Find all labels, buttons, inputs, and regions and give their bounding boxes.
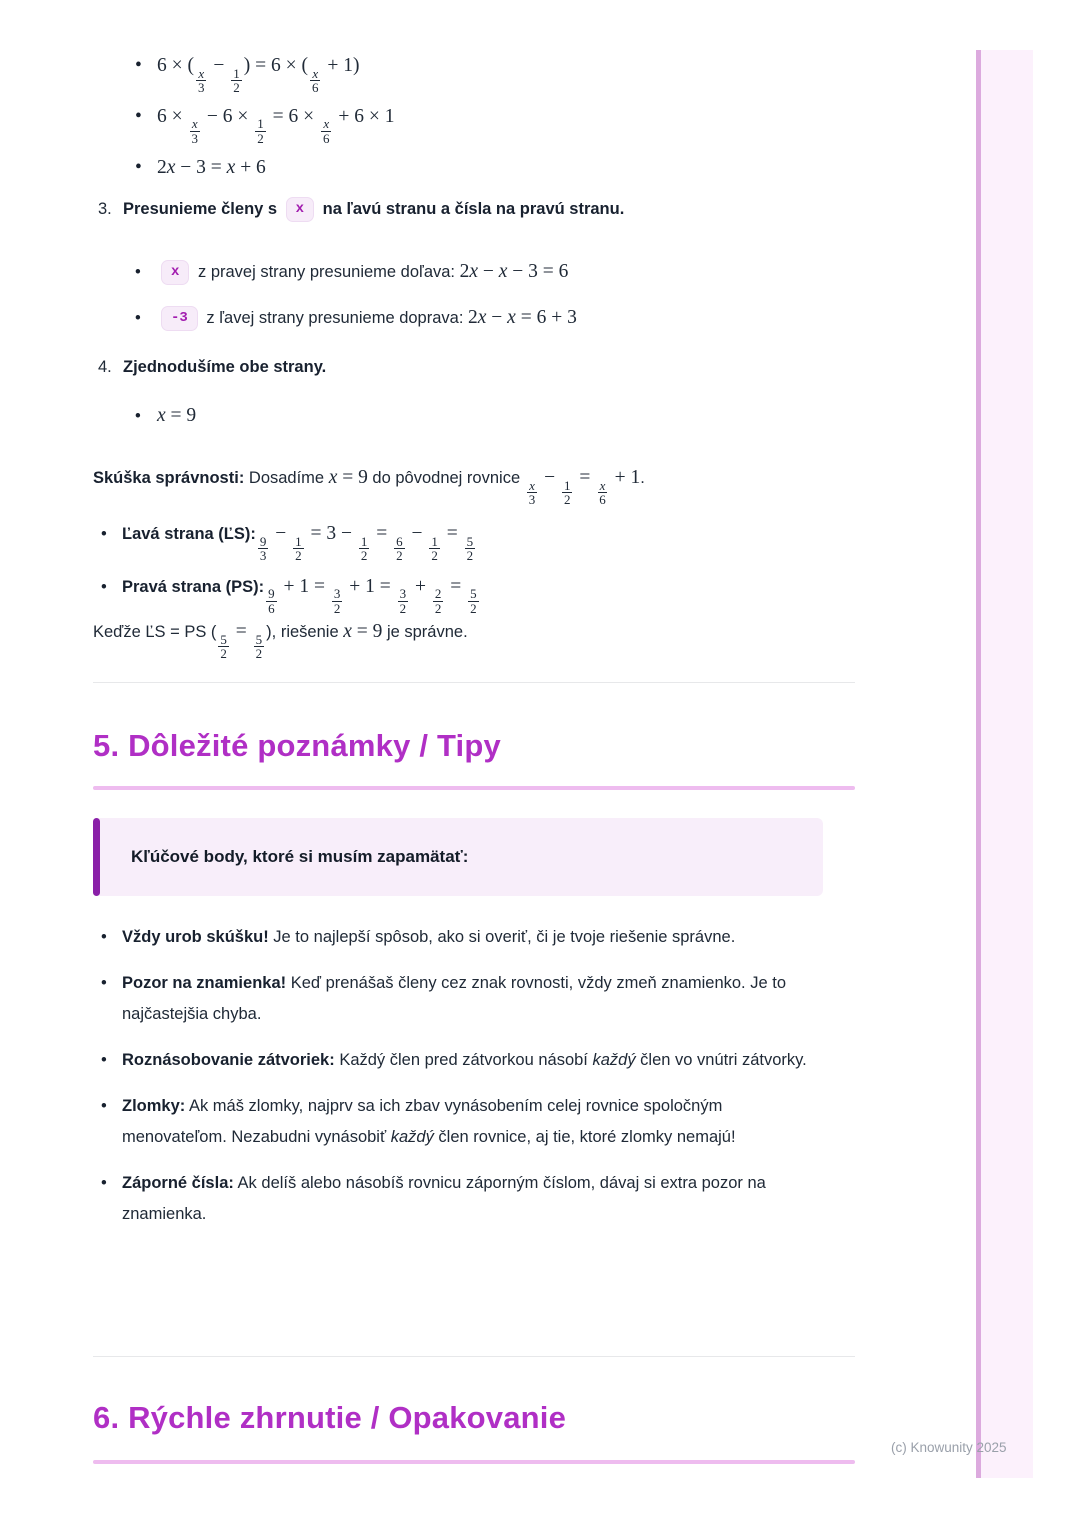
inline-code-token: x <box>161 260 189 285</box>
equation-line: • 6 × ( $\frac{x}{3}$ − $\frac{1}{2}$ ) = 6 × ( $\frac{x}{6}$ + 1) <box>93 44 395 95</box>
fraction: $\frac{x}{6}$ <box>323 116 330 146</box>
step-4-heading <box>93 354 823 380</box>
step-number: 4. <box>98 358 112 376</box>
tip-item: • Zlomky: Ak máš zlomky, najprv sa ich zbav vynásobením celej rovnice spoločným menovateľom. Nezabudni vynásobiť každý člen rovnice, aj tie, ktoré zlomky nemajú! <box>93 1091 809 1153</box>
section-5-underline <box>93 786 855 790</box>
fraction: $\frac{1}{2}$ <box>431 533 438 564</box>
step-number: 3. <box>98 200 112 218</box>
section-6-underline <box>93 1460 855 1464</box>
section-divider <box>93 682 855 683</box>
watermark: (c) Knowunity 2025 <box>891 1440 1007 1455</box>
list-item: • Pravá strana (PS): $\frac{9}{6}$ + 1 = $\frac{3}{2}$ + 1 = $\frac{3}{2}$ + $\frac{2}{2}$ = $\frac{5}{2}$ <box>93 565 481 616</box>
list-item: • x = 9 <box>93 400 823 432</box>
tip-item: • Vždy urob skúšku! Je to najlepší spôsob, ako si overiť, či je tvoje riešenie správne. <box>93 922 809 953</box>
list-item: • -3 z ľavej strany presunieme doprava: 2x − x = 6 + 3 <box>93 296 823 340</box>
verification-intro: Skúška správnosti: Dosadíme x = 9 do pôvodnej rovnice $\frac{x}{3}$ − $\frac{1}{2}$ = $\frac{x}{6}$ + 1. <box>93 467 645 508</box>
fraction: $\frac{3}{2}$ <box>399 586 407 616</box>
fraction: $\frac{5}{2}$ <box>470 586 477 616</box>
tip-item: • Záporné čísla: Ak delíš alebo násobíš rovnicu záporným číslom, dávaj si extra pozor na znamienka. <box>93 1168 809 1230</box>
fraction: $\frac{x}{6}$ <box>311 65 319 96</box>
fraction: $\frac{1}{2}$ <box>563 477 571 508</box>
step-title: Zjednodušíme obe strany. <box>123 358 327 376</box>
equation-line: • 2x − 3 = x + 6 <box>93 146 395 190</box>
fraction: $\frac{x}{3}$ <box>528 477 536 508</box>
fraction: $\frac{1}{2}$ <box>295 533 302 564</box>
inline-code-token: x <box>286 197 314 222</box>
fraction: $\frac{5}{2}$ <box>220 631 227 662</box>
step-3 <box>93 196 823 340</box>
step-title: Presunieme členy s x na ľavú stranu a čísla na pravú stranu. <box>123 200 624 218</box>
callout-text: Kľúčové body, ktoré si musím zapamätať: <box>131 847 469 866</box>
section-6-title: 6. Rýchle zhrnutie / Opakovanie <box>93 1400 567 1435</box>
fraction: $\frac{9}{6}$ <box>268 586 275 616</box>
verification-conclusion: Keďže ĽS = PS ( $\frac{5}{2}$ = $\frac{5}{2}$ ), riešenie x = 9 je správne. <box>93 621 468 662</box>
step-4 <box>93 354 823 432</box>
fraction: $\frac{1}{2}$ <box>360 533 368 564</box>
inline-code-token: -3 <box>161 306 198 331</box>
equation-line: • 6 × $\frac{x}{3}$ − 6 × $\frac{1}{2}$ = 6 × $\frac{x}{6}$ + 6 × 1 <box>93 95 395 146</box>
list-item: • x z pravej strany presunieme doľava: 2x − x − 3 = 6 <box>93 250 823 294</box>
section-5-title: 5. Dôležité poznámky / Tipy <box>93 728 501 763</box>
fraction: $\frac{5}{2}$ <box>466 533 474 564</box>
fraction: $\frac{1}{2}$ <box>257 116 264 146</box>
list-item: • Ľavá strana (ĽS): $\frac{9}{3}$ − $\frac{1}{2}$ = 3 − $\frac{1}{2}$ = $\frac{6}{2}$ − $\frac{1}{2}$ = $\frac{5}{2}$ <box>93 512 481 563</box>
fraction: $\frac{x}{3}$ <box>198 65 205 96</box>
fraction: $\frac{x}{3}$ <box>191 116 198 146</box>
fraction: $\frac{5}{2}$ <box>255 631 263 662</box>
page-edge-strip <box>976 50 1033 1478</box>
fraction: $\frac{6}{2}$ <box>396 533 403 564</box>
section-divider <box>93 1356 855 1357</box>
tip-item: • Roznásobovanie zátvoriek: Každý člen pred zátvorkou násobí každý člen vo vnútri zátvorky. <box>93 1045 809 1076</box>
verification-list <box>93 512 481 616</box>
step-4-bullets <box>93 400 823 432</box>
fraction: $\frac{1}{2}$ <box>233 65 240 96</box>
fraction: $\frac{3}{2}$ <box>333 586 341 616</box>
equation-expansion-list <box>93 44 395 190</box>
fraction: $\frac{2}{2}$ <box>434 586 442 616</box>
key-points-callout <box>93 818 823 896</box>
tips-list <box>93 922 809 1245</box>
tip-item: • Pozor na znamienka! Keď prenášaš členy cez znak rovnosti, vždy zmeň znamienko. Je to najčastejšia chyba. <box>93 968 809 1030</box>
step-3-heading <box>93 196 823 222</box>
fraction: $\frac{9}{3}$ <box>259 533 267 564</box>
step-3-bullets <box>93 250 823 340</box>
fraction: $\frac{x}{6}$ <box>599 477 606 508</box>
